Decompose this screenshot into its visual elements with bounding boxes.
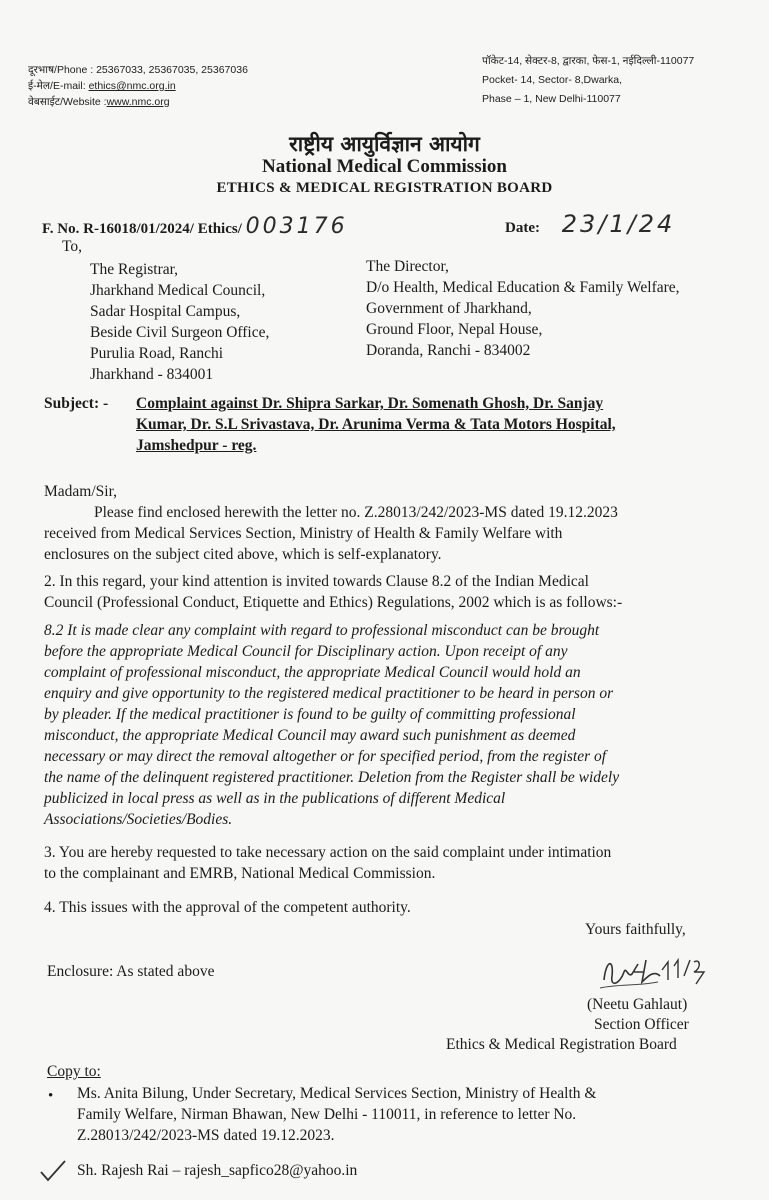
signatory-board: Ethics & Medical Registration Board — [446, 1036, 677, 1053]
clause-8-2-quote: 8.2 It is made clear any complaint with regard to professional misconduct can be brought before the appropriate Medical Council for Disciplinary action. Upon receipt of any complaint of professional misconduct, the appropriate Medical Council would hold an enquiry and give opportunity to the registered medical practitioner to be heard in person or by pleader. If the medical practitioner is found to be guilty of committing professional misconduct, the appropriate Medical Council may award such punishment as deemed necessary or may direct the removal altogether or for specified period, from the register of the name of the delinquent registered practitioner. Deletion from the Register shall be widely publicized in local press as well as in the publications of different Medical Associations/Societies/Bodies. — [44, 622, 620, 828]
file-number: F. No. R-16018/01/2024/ Ethics/ 003176 — [42, 214, 348, 239]
website-line: वेबसाईट/Website :www.nmc.org — [28, 96, 170, 108]
checkmark-icon — [38, 1158, 68, 1184]
closing: Yours faithfully, — [585, 921, 686, 938]
enclosure-note: Enclosure: As stated above — [47, 963, 215, 980]
recipient-director: The Director, D/o Health, Medical Education & Family Welfare, Government of Jharkhand, Ground Floor, Nepal House, Doranda, Ranchi - 834002 — [366, 258, 680, 359]
date-line: Date: 23/1/24 — [505, 210, 676, 238]
signatory-name: (Neetu Gahlaut) — [587, 996, 688, 1013]
salutation: Madam/Sir, — [44, 483, 117, 500]
subject: Subject: - Complaint against Dr. Shipra Sarkar, Dr. Somenath Ghosh, Dr. Sanjay Kumar, Dr. S.L Srivastava, Dr. Arunima Verma & Tata Motors Hospital, Jamshedpur - reg. — [44, 395, 616, 454]
bullet-icon: • — [48, 1088, 54, 1104]
email-link[interactable]: ethics@nmc.org.in — [88, 80, 176, 92]
board-title: ETHICS & MEDICAL REGISTRATION BOARD — [216, 180, 553, 196]
phone-line: दूरभाष/Phone : 25367033, 25367035, 25367036 — [28, 64, 248, 76]
signatory-designation: Section Officer — [594, 1016, 689, 1033]
copy-to-label: Copy to: — [47, 1063, 101, 1080]
paragraph-1: Please find enclosed herewith the letter no. Z.28013/242/2023-MS dated 19.12.2023 received from Medical Services Section, Ministry of Health & Family Welfare with enclosures on the subject cited above, which is self-explanatory. — [44, 504, 618, 563]
org-hindi-title: राष्ट्रीय आयुर्विज्ञान आयोग — [289, 132, 480, 156]
contact-block — [28, 62, 248, 110]
paragraph-2: 2. In this regard, your kind attention is invited towards Clause 8.2 of the Indian Medical Council (Professional Conduct, Etiquette and Ethics) Regulations, 2002 which is as follows:- — [44, 573, 623, 611]
copy-to-item-1: Ms. Anita Bilung, Under Secretary, Medical Services Section, Ministry of Health & Family Welfare, Nirman Bhawan, New Delhi - 110011, in reference to letter No. Z.28013/242/2023-MS dated 19.12.2023. — [77, 1085, 597, 1144]
date-handwritten: 23/1/24 — [561, 210, 676, 238]
org-english-title: National Medical Commission — [262, 156, 507, 177]
email-line: ई-मेल/E-mail: ethics@nmc.org.in — [28, 80, 176, 92]
to-label: To, — [62, 238, 83, 255]
copy-to-item-2: Sh. Rajesh Rai – rajesh_sapfico28@yahoo.in — [77, 1162, 358, 1179]
paragraph-3: 3. You are hereby requested to take necessary action on the said complaint under intimation to the complainant and EMRB, National Medical Commission. — [44, 844, 612, 882]
office-address: पॉकेट-14, सेक्टर-8, द्वारका, फेस-1, नईदिल्ली-110077 Pocket- 14, Sector- 8,Dwarka, Phase – 1, New Delhi-110077 — [482, 55, 695, 105]
file-number-handwritten: 003176 — [245, 214, 348, 239]
website-link[interactable]: www.nmc.org — [106, 96, 170, 108]
recipient-registrar: The Registrar, Jharkhand Medical Council, Sadar Hospital Campus, Beside Civil Surgeon Office, Purulia Road, Ranchi Jharkhand - 834001 — [90, 261, 270, 383]
paragraph-4: 4. This issues with the approval of the competent authority. — [44, 899, 411, 916]
signature-scribble — [598, 950, 708, 996]
